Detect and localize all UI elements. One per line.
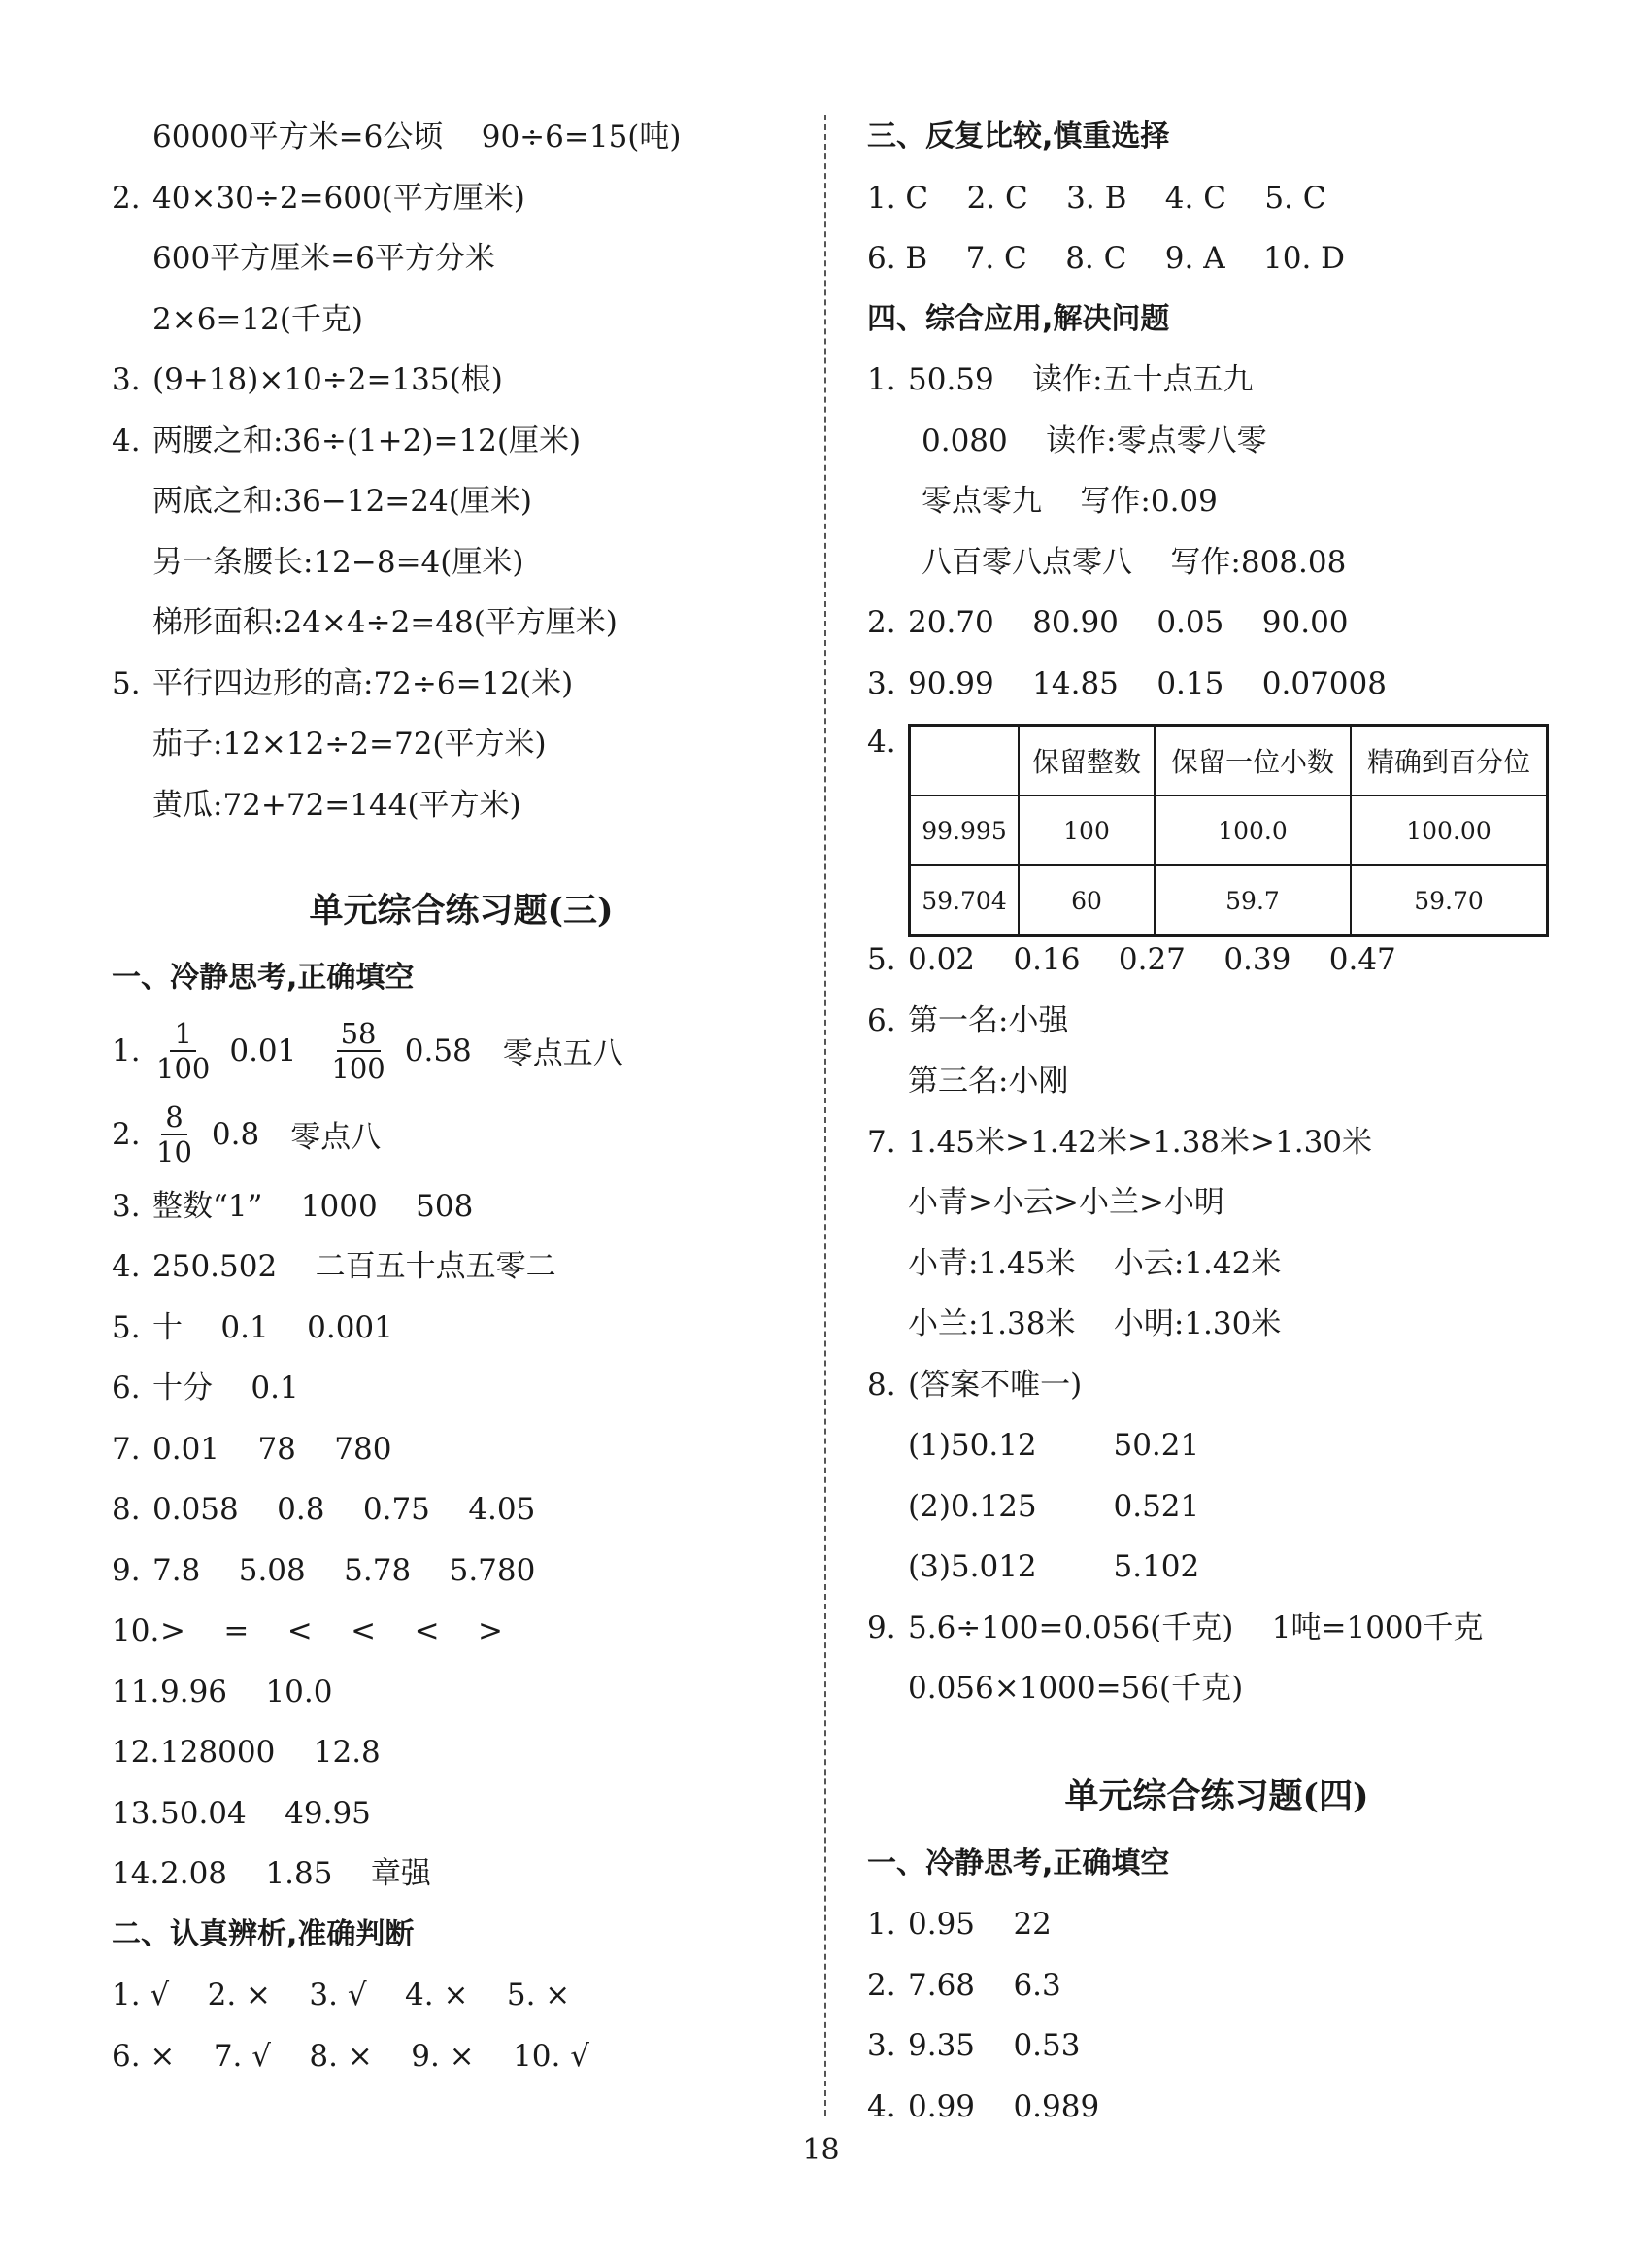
table-cell: 100.00 [1351, 795, 1548, 865]
table-row [910, 795, 1548, 865]
answer-text: 0.058 0.8 0.75 4.05 [152, 1492, 536, 1527]
table-cell: 100 [1019, 795, 1155, 865]
table-cell: 60 [1019, 865, 1155, 936]
section-heading: 二、认真辨析,准确判断 [112, 1916, 415, 1951]
answer-text: 0.01 [229, 1032, 297, 1068]
answer-item [867, 1112, 1566, 1173]
answer-text: 9.96 10.0 [160, 1674, 333, 1709]
judge-answers-row: 6. × 7. √ 8. × 9. × 10. √ [112, 2038, 589, 2074]
answer-text: 0.58 [404, 1032, 472, 1068]
item-number: 8. [112, 1492, 141, 1527]
table-cell: 59.704 [910, 865, 1020, 936]
fraction [327, 1017, 388, 1085]
item-number: 2. [112, 1116, 141, 1152]
answer-item [112, 654, 811, 715]
item-number: 3. [867, 2028, 896, 2063]
answer-line: 黄瓜:72+72=144(平方米) [152, 787, 521, 823]
answer-item [867, 1355, 1566, 1416]
section-title: 单元综合练习题(三) [309, 891, 614, 931]
answer-item [112, 1176, 811, 1237]
numerator: 58 [337, 1017, 381, 1052]
answer-line: (1)50.12 50.21 [908, 1428, 1200, 1463]
item-number: 3. [112, 1188, 141, 1224]
answer-item [867, 2015, 1566, 2077]
answer-item [112, 1479, 811, 1540]
item-number: 1. [867, 362, 896, 397]
answer-text: 整数“1” 1000 508 [152, 1188, 474, 1224]
item-number: 5. [867, 942, 896, 977]
answer-text: 十分 0.1 [152, 1371, 299, 1405]
answer-text: 0.01 78 780 [152, 1431, 392, 1467]
left-column [112, 107, 811, 2086]
answer-line: (3)5.012 5.102 [908, 1549, 1200, 1584]
item-number: 2. [867, 1967, 896, 2003]
answer-text: 0.95 22 [908, 1907, 1052, 1942]
item-number: 11. [112, 1674, 160, 1709]
section-title: 单元综合练习题(四) [1064, 1776, 1369, 1816]
answer-text: 20.70 80.90 0.05 90.00 [908, 605, 1349, 640]
choice-answers-row: 6. B 7. C 8. C 9. A 10. D [867, 241, 1346, 276]
choice-answers-row: 1. C 2. C 3. B 4. C 5. C [867, 180, 1326, 216]
item-number: 7. [112, 1431, 141, 1467]
answer-item [112, 1844, 811, 1905]
table-header-cell: 精确到百分位 [1351, 726, 1548, 796]
answer-text: 第一名:小强 [908, 1002, 1069, 1038]
answer-item [112, 1540, 811, 1602]
right-column [867, 107, 1566, 2137]
answer-text: 7.8 5.08 5.78 5.780 [152, 1552, 536, 1588]
table-cell: 99.995 [910, 795, 1020, 865]
answer-text: (9+18)×10÷2=135(根) [152, 362, 503, 397]
judge-answers-row: 1. √ 2. × 3. √ 4. × 5. × [112, 1978, 571, 2013]
table-header-cell: 保留一位小数 [1155, 726, 1351, 796]
answer-line: 梯形面积:24×4÷2=48(平方厘米) [152, 605, 618, 640]
item-number: 13. [112, 1795, 160, 1831]
answer-line: 小兰:1.38米 小明:1.30米 [908, 1306, 1282, 1341]
answer-line: 第三名:小刚 [908, 1064, 1069, 1099]
answer-line: 小青>小云>小兰>小明 [908, 1185, 1224, 1220]
denominator: 100 [156, 1051, 211, 1085]
table-cell: 59.7 [1155, 865, 1351, 936]
answer-item-fractions [112, 1009, 811, 1093]
answer-text: 平行四边形的高:72÷6=12(米) [152, 665, 574, 701]
answer-item-fractions [112, 1093, 811, 1176]
item-number: 1. [867, 1907, 896, 1942]
answer-item [867, 1894, 1566, 1955]
answer-text: 90.99 14.85 0.15 0.07008 [908, 665, 1387, 701]
answer-item [112, 350, 811, 411]
table-header-row [910, 726, 1548, 796]
item-number: 6. [867, 1002, 896, 1038]
answer-line: 茄子:12×12÷2=72(平方米) [152, 727, 547, 762]
answer-text: 0.8 [211, 1116, 260, 1152]
item-number: 6. [112, 1371, 141, 1405]
answer-text: 50.59 读作:五十点五九 [908, 362, 1254, 397]
denominator: 100 [331, 1051, 385, 1085]
answer-line: 零点零九 写作:0.09 [922, 484, 1218, 519]
answer-item [112, 1419, 811, 1480]
answer-item [112, 1783, 811, 1845]
answer-line: 0.080 读作:零点零八零 [922, 423, 1267, 458]
answer-item [112, 1358, 811, 1419]
item-number: 10. [112, 1613, 160, 1648]
item-number: 7. [867, 1124, 896, 1160]
answer-item [112, 1601, 811, 1662]
answer-item [112, 411, 811, 472]
item-number: 4. [112, 423, 141, 458]
answer-text: 2.08 1.85 章强 [160, 1856, 431, 1891]
answer-line: 小青:1.45米 小云:1.42米 [908, 1245, 1282, 1281]
answer-item [867, 930, 1566, 991]
fraction [152, 1017, 214, 1085]
answer-text: 5.6÷100=0.056(千克) 1吨=1000千克 [908, 1609, 1484, 1645]
item-number: 12. [112, 1735, 160, 1770]
item-number: 2. [867, 605, 896, 640]
answer-item [867, 1598, 1566, 1659]
answer-line: 八百零八点零八 写作:808.08 [922, 544, 1347, 580]
answer-text: 9.35 0.53 [908, 2028, 1081, 2063]
item-number: 5. [112, 665, 141, 701]
answer-text: 零点八 [290, 1120, 382, 1155]
answer-text: 250.502 二百五十点五零二 [152, 1249, 556, 1284]
numerator: 8 [161, 1100, 186, 1135]
item-number: 14. [112, 1856, 160, 1891]
answer-text: 1.45米>1.42米>1.38米>1.30米 [908, 1124, 1373, 1160]
numerator: 1 [170, 1017, 195, 1052]
rounding-table-item [867, 714, 1566, 930]
answer-line: 0.056×1000=56(千克) [908, 1671, 1244, 1706]
answer-text: 零点五八 [502, 1036, 623, 1071]
rounding-table [908, 724, 1549, 937]
item-number: 9. [112, 1552, 141, 1588]
section-heading: 三、反复比较,慎重选择 [867, 119, 1170, 153]
item-number: 8. [867, 1367, 896, 1403]
answer-line: 60000平方米=6公顷 90÷6=15(吨) [152, 119, 682, 154]
item-number: 9. [867, 1609, 896, 1645]
answer-item [112, 1662, 811, 1723]
answer-item [867, 991, 1566, 1052]
answer-line: 2×6=12(千克) [152, 301, 364, 337]
answer-text: (答案不唯一) [908, 1367, 1083, 1403]
answer-line: (2)0.125 0.521 [908, 1488, 1200, 1524]
answer-item [867, 2077, 1566, 2138]
table-cell: 59.70 [1351, 865, 1548, 936]
answer-item [867, 654, 1566, 715]
item-number: 4. [867, 725, 896, 760]
answer-item [112, 1298, 811, 1359]
page-number: 18 [802, 2133, 840, 2167]
table-header-cell: 保留整数 [1019, 726, 1155, 796]
section-heading: 一、冷静思考,正确填空 [867, 1845, 1170, 1880]
item-number: 4. [867, 2088, 896, 2124]
column-divider [824, 115, 826, 2116]
answer-text: 7.68 6.3 [908, 1967, 1061, 2003]
answer-item [112, 1722, 811, 1783]
fraction [152, 1100, 196, 1168]
answer-line: 另一条腰长:12−8=4(厘米) [152, 544, 524, 580]
answer-line: 两底之和:36−12=24(厘米) [152, 484, 532, 519]
section-heading: 一、冷静思考,正确填空 [112, 961, 415, 995]
table-header-cell [910, 726, 1020, 796]
item-number: 3. [112, 362, 141, 397]
answer-text: 0.99 0.989 [908, 2088, 1100, 2124]
answer-item [112, 1236, 811, 1298]
answer-item [867, 350, 1566, 411]
answer-text: 两腰之和:36÷(1+2)=12(厘米) [152, 423, 582, 458]
table-row [910, 865, 1548, 936]
answer-item [112, 168, 811, 229]
answer-item [867, 592, 1566, 654]
answer-text: 40×30÷2=600(平方厘米) [152, 180, 525, 216]
item-number: 2. [112, 180, 141, 216]
denominator: 10 [156, 1134, 192, 1168]
item-number: 1. [112, 1032, 141, 1068]
section-heading: 四、综合应用,解决问题 [867, 301, 1170, 336]
answer-text: > = < < < > [160, 1613, 503, 1648]
answer-text: 十 0.1 0.001 [152, 1309, 393, 1345]
item-number: 4. [112, 1249, 141, 1284]
answer-text: 50.04 49.95 [160, 1795, 371, 1831]
item-number: 5. [112, 1309, 141, 1345]
answer-text: 128000 12.8 [160, 1735, 381, 1770]
table-cell: 100.0 [1155, 795, 1351, 865]
answer-item [867, 1955, 1566, 2016]
item-number: 3. [867, 665, 896, 701]
answer-line: 600平方厘米=6平方分米 [152, 241, 495, 276]
answer-text: 0.02 0.16 0.27 0.39 0.47 [908, 942, 1396, 977]
answer-list [112, 1176, 811, 1905]
